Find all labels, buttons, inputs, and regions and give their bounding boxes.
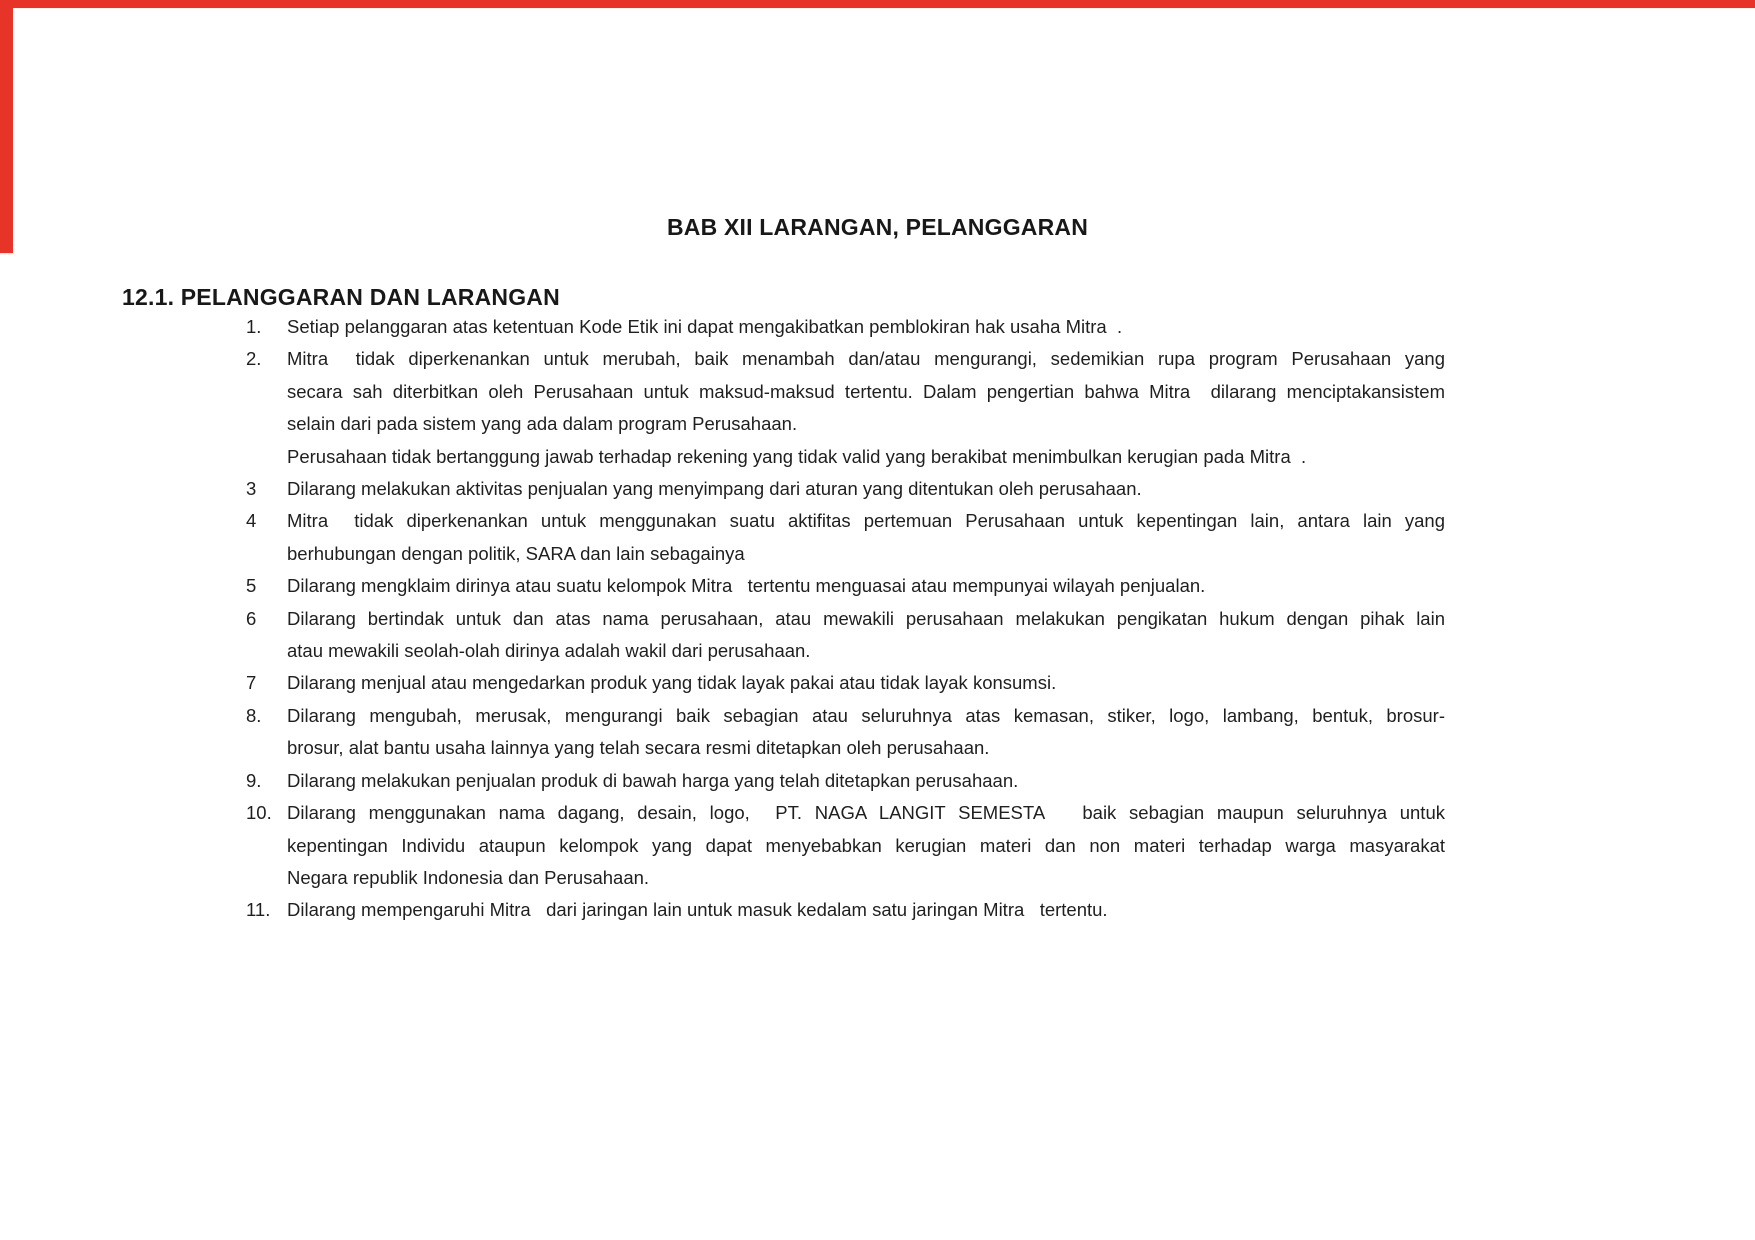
list-item <box>246 667 1445 699</box>
item-number: 7 <box>246 672 257 694</box>
item-text-line: Dilarang melakukan aktivitas penjualan yang menyimpang dari aturan yang ditentukan oleh perusahaan. <box>287 478 1142 500</box>
item-number: 2. <box>246 348 262 370</box>
section-heading: 12.1. PELANGGARAN DAN LARANGAN <box>122 284 560 310</box>
item-text-line: Dilarang melakukan penjualan produk di bawah harga yang telah ditetapkan perusahaan. <box>287 769 1019 791</box>
item-text <box>287 700 1445 765</box>
item-text-line: berhubungan dengan politik, SARA dan lain sebagainya <box>287 542 745 564</box>
item-text <box>287 797 1445 894</box>
list-item <box>246 473 1445 505</box>
item-number: 6 <box>246 607 257 629</box>
numbered-list <box>246 311 1445 927</box>
list-item <box>246 343 1445 473</box>
item-number: 10. <box>246 802 272 824</box>
item-text <box>287 311 1445 343</box>
item-number: 11. <box>246 899 271 921</box>
item-text <box>287 765 1445 797</box>
item-text-line: kepentingan Individu ataupun kelompok yang dapat menyebabkan kerugian materi dan non materi terhadap warga masyarakat <box>287 834 1445 856</box>
item-text <box>287 894 1445 926</box>
list-item <box>246 570 1445 602</box>
list-item <box>246 505 1445 570</box>
item-text <box>287 667 1445 699</box>
item-text-line: Setiap pelanggaran atas ketentuan Kode Etik ini dapat mengakibatkan pemblokiran hak usaha Mitra . <box>287 316 1123 337</box>
item-text-line: selain dari pada sistem yang ada dalam program Perusahaan. <box>287 413 798 435</box>
item-number: 1. <box>246 316 262 337</box>
list-item <box>246 603 1445 668</box>
item-text <box>287 473 1445 505</box>
item-text <box>287 603 1445 668</box>
chapter-title: BAB XII LARANGAN, PELANGGARAN <box>666 214 1089 240</box>
item-text-line: Dilarang mengubah, merusak, mengurangi baik sebagian atau seluruhnya atas kemasan, stiker, logo, lambang, bentuk, brosur- <box>287 704 1445 726</box>
item-text-line: Dilarang menjual atau mengedarkan produk yang tidak layak pakai atau tidak layak konsumsi. <box>287 672 1057 694</box>
item-text-line: secara sah diterbitkan oleh Perusahaan untuk maksud-maksud tertentu. Dalam pengertian bahwa Mitra dilarang menciptakansistem <box>287 380 1445 402</box>
item-text-line: Dilarang bertindak untuk dan atas nama perusahaan, atau mewakili perusahaan melakukan pengikatan hukum dengan pihak lain <box>287 607 1445 629</box>
item-text-line: Mitra tidak diperkenankan untuk merubah, baik menambah dan/atau mengurangi, sedemikian rupa program Perusahaan yang <box>287 348 1445 370</box>
item-text <box>287 570 1445 602</box>
item-text-line: Dilarang mengklaim dirinya atau suatu kelompok Mitra tertentu menguasai atau mempunyai wilayah penjualan. <box>287 575 1206 597</box>
item-text-line: Dilarang menggunakan nama dagang, desain, logo, PT. NAGA LANGIT SEMESTA baik sebagian maupun seluruhnya untuk <box>287 802 1445 824</box>
item-text-line: Mitra tidak diperkenankan untuk menggunakan suatu aktifitas pertemuan Perusahaan untuk kepentingan lain, antara lain yang <box>287 510 1445 532</box>
item-text-line: brosur, alat bantu usaha lainnya yang telah secara resmi ditetapkan oleh perusahaan. <box>287 737 990 759</box>
item-text <box>287 505 1445 570</box>
red-top-border <box>0 0 1755 8</box>
item-number: 3 <box>246 478 257 500</box>
item-text <box>287 343 1445 473</box>
item-number: 8. <box>246 704 262 726</box>
item-text-line: Perusahaan tidak bertanggung jawab terhadap rekening yang tidak valid yang berakibat menimbulkan kerugian pada Mitra . <box>287 445 1307 467</box>
item-number: 4 <box>246 510 257 532</box>
list-item <box>246 765 1445 797</box>
item-number: 5 <box>246 575 257 597</box>
item-text-line: Negara republik Indonesia dan Perusahaan. <box>287 866 650 888</box>
list-item <box>246 311 1445 343</box>
item-text-line: Dilarang mempengaruhi Mitra dari jaringan lain untuk masuk kedalam satu jaringan Mitra tertentu. <box>287 899 1108 921</box>
item-number: 9. <box>246 769 262 791</box>
item-text-line: atau mewakili seolah-olah dirinya adalah wakil dari perusahaan. <box>287 640 811 662</box>
list-item <box>246 797 1445 894</box>
list-item <box>246 700 1445 765</box>
list-item <box>246 894 1445 926</box>
